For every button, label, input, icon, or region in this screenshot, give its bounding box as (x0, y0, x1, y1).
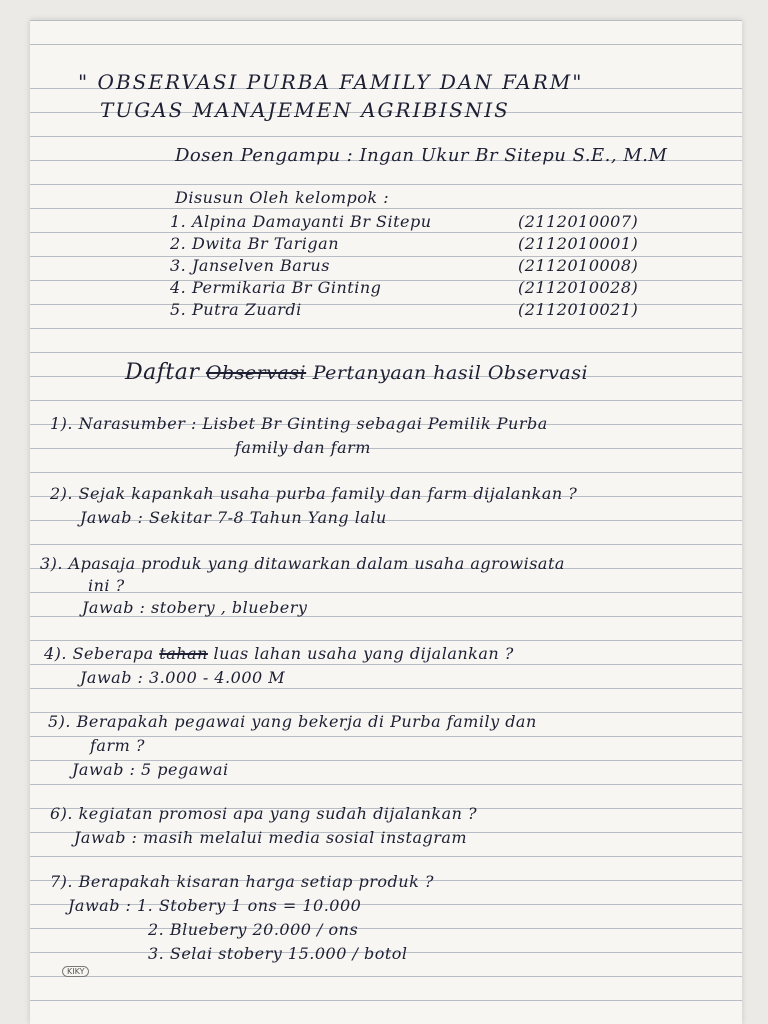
answer-2: Jawab : Sekitar 7-8 Tahun Yang lalu (80, 508, 387, 527)
section-word-daftar: Daftar (125, 360, 200, 385)
member-number: 4. (170, 278, 187, 297)
member-number: 2. (170, 234, 187, 253)
member-nim: (2112010007) (518, 212, 639, 231)
answer-6: Jawab : masih melalui media sosial instagram (74, 828, 468, 847)
question-5-line-1: 5). Berapakah pegawai yang bekerja di Purba family dan (48, 712, 537, 731)
member-name: Alpina Damayanti Br Sitepu (192, 212, 432, 231)
member-name: Permikaria Br Ginting (192, 278, 382, 297)
question-5-line-2: farm ? (90, 736, 145, 755)
member-number: 3. (170, 256, 187, 275)
question-3-line-2: ini ? (88, 576, 125, 595)
question-7: 7). Berapakah kisaran harga setiap produk ? (50, 872, 434, 891)
member-number: 1. (170, 212, 187, 231)
question-4-suffix: luas lahan usaha yang dijalankan ? (213, 644, 514, 663)
question-1-line-2: family dan farm (235, 438, 371, 457)
question-1-line-1: 1). Narasumber : Lisbet Br Ginting sebagai Pemilik Purba (50, 414, 548, 433)
lecturer-line: Dosen Pengampu : Ingan Ukur Br Sitepu S.E., M.M (175, 145, 668, 166)
section-rest: Pertanyaan hasil Observasi (312, 362, 589, 384)
question-2: 2). Sejak kapankah usaha purba family dan farm dijalankan ? (50, 484, 578, 503)
group-heading: Disusun Oleh kelompok : (175, 188, 390, 207)
answer-7-line-1: Jawab : 1. Stobery 1 ons = 10.000 (68, 896, 362, 915)
question-4-struck: tahan (159, 644, 208, 663)
member-name: Dwita Br Tarigan (192, 234, 340, 253)
notebook-page (30, 20, 742, 1024)
question-4 (44, 644, 514, 663)
section-heading (125, 360, 588, 385)
member-nim: (2112010028) (518, 278, 639, 297)
member-number: 5. (170, 300, 187, 319)
answer-7-line-3: 3. Selai stobery 15.000 / botol (148, 944, 408, 963)
member-nim: (2112010001) (518, 234, 639, 253)
question-6: 6). kegiatan promosi apa yang sudah dijalankan ? (50, 804, 478, 823)
answer-3: Jawab : stobery , bluebery (82, 598, 308, 617)
title-line-2: TUGAS MANAJEMEN AGRIBISNIS (100, 98, 510, 122)
section-struck-word: Observasi (205, 362, 307, 384)
member-name: Janselven Barus (192, 256, 330, 275)
answer-4: Jawab : 3.000 - 4.000 M (80, 668, 286, 687)
question-4-prefix: 4). Seberapa (44, 644, 154, 663)
member-name: Putra Zuardi (192, 300, 302, 319)
notebook-brand-stamp: KIKY (62, 966, 89, 977)
title-line-1: " OBSERVASI PURBA FAMILY DAN FARM" (78, 70, 584, 94)
member-nim: (2112010021) (518, 300, 639, 319)
question-3-line-1: 3). Apasaja produk yang ditawarkan dalam usaha agrowisata (40, 554, 565, 573)
answer-5: Jawab : 5 pegawai (72, 760, 229, 779)
member-nim: (2112010008) (518, 256, 639, 275)
answer-7-line-2: 2. Bluebery 20.000 / ons (148, 920, 359, 939)
